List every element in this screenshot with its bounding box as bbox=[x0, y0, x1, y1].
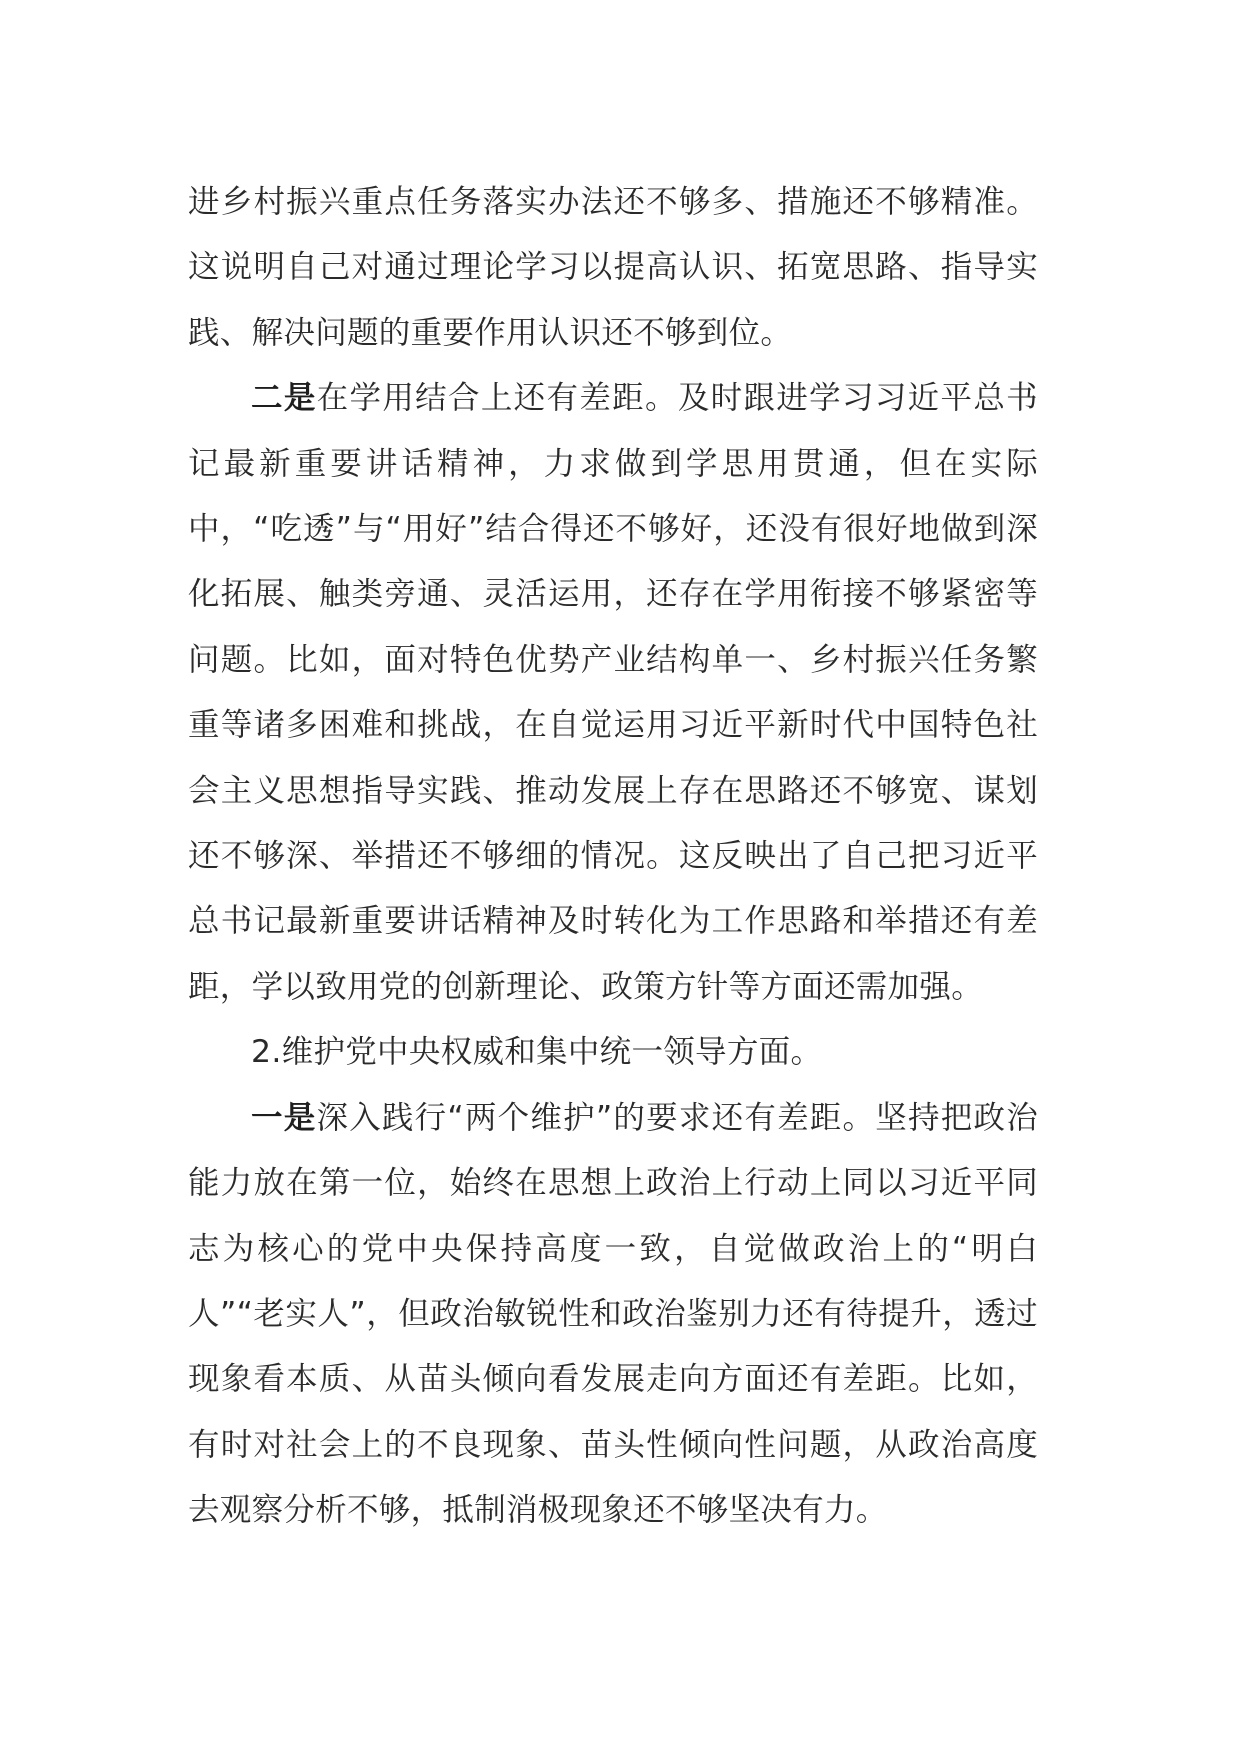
section-heading bbox=[188, 1020, 1038, 1085]
document-body bbox=[188, 170, 1038, 1544]
paragraph-text: 深入践行“两个维护”的要求还有差距。坚持把政治能力放在第一位，始终在思想上政治上行动上同以习近平同志为核心的党中央保持高度一致，自觉做政治上的“明白人”“老实人”，但政治敏锐性和政治鉴别力还有待提升，透过现象看本质、从苗头倾向看发展走向方面还有差距。比如，有时对社会上的不良现象、苗头性倾向性问题，从政治高度去观察分析不够，抵制消极现象还不够坚决有力。 bbox=[188, 1099, 1038, 1529]
paragraph-continuation bbox=[188, 170, 1038, 366]
paragraph-first-point bbox=[188, 1086, 1038, 1544]
section-heading-text: 2.维护党中央权威和集中统一领导方面。 bbox=[251, 1034, 823, 1071]
paragraph-second-point bbox=[188, 366, 1038, 1020]
paragraph-text: 进乡村振兴重点任务落实办法还不够多、措施还不够精准。这说明自己对通过理论学习以提高认识、拓宽思路、指导实践、解决问题的重要作用认识还不够到位。 bbox=[188, 184, 1038, 351]
paragraph-lead: 一是 bbox=[251, 1099, 317, 1136]
paragraph-text: 在学用结合上还有差距。及时跟进学习习近平总书记最新重要讲话精神，力求做到学思用贯通，但在实际中，“吃透”与“用好”结合得还不够好，还没有很好地做到深化拓展、触类旁通、灵活运用，还存在学用衔接不够紧密等问题。比如，面对特色优势产业结构单一、乡村振兴任务繁重等诸多困难和挑战，在自觉运用习近平新时代中国特色社会主义思想指导实践、推动发展上存在思路还不够宽、谋划还不够深、举措还不够细的情况。这反映出了自己把习近平总书记最新重要讲话精神及时转化为工作思路和举措还有差距，学以致用党的创新理论、政策方针等方面还需加强。 bbox=[188, 380, 1038, 1005]
paragraph-lead: 二是 bbox=[251, 380, 317, 417]
